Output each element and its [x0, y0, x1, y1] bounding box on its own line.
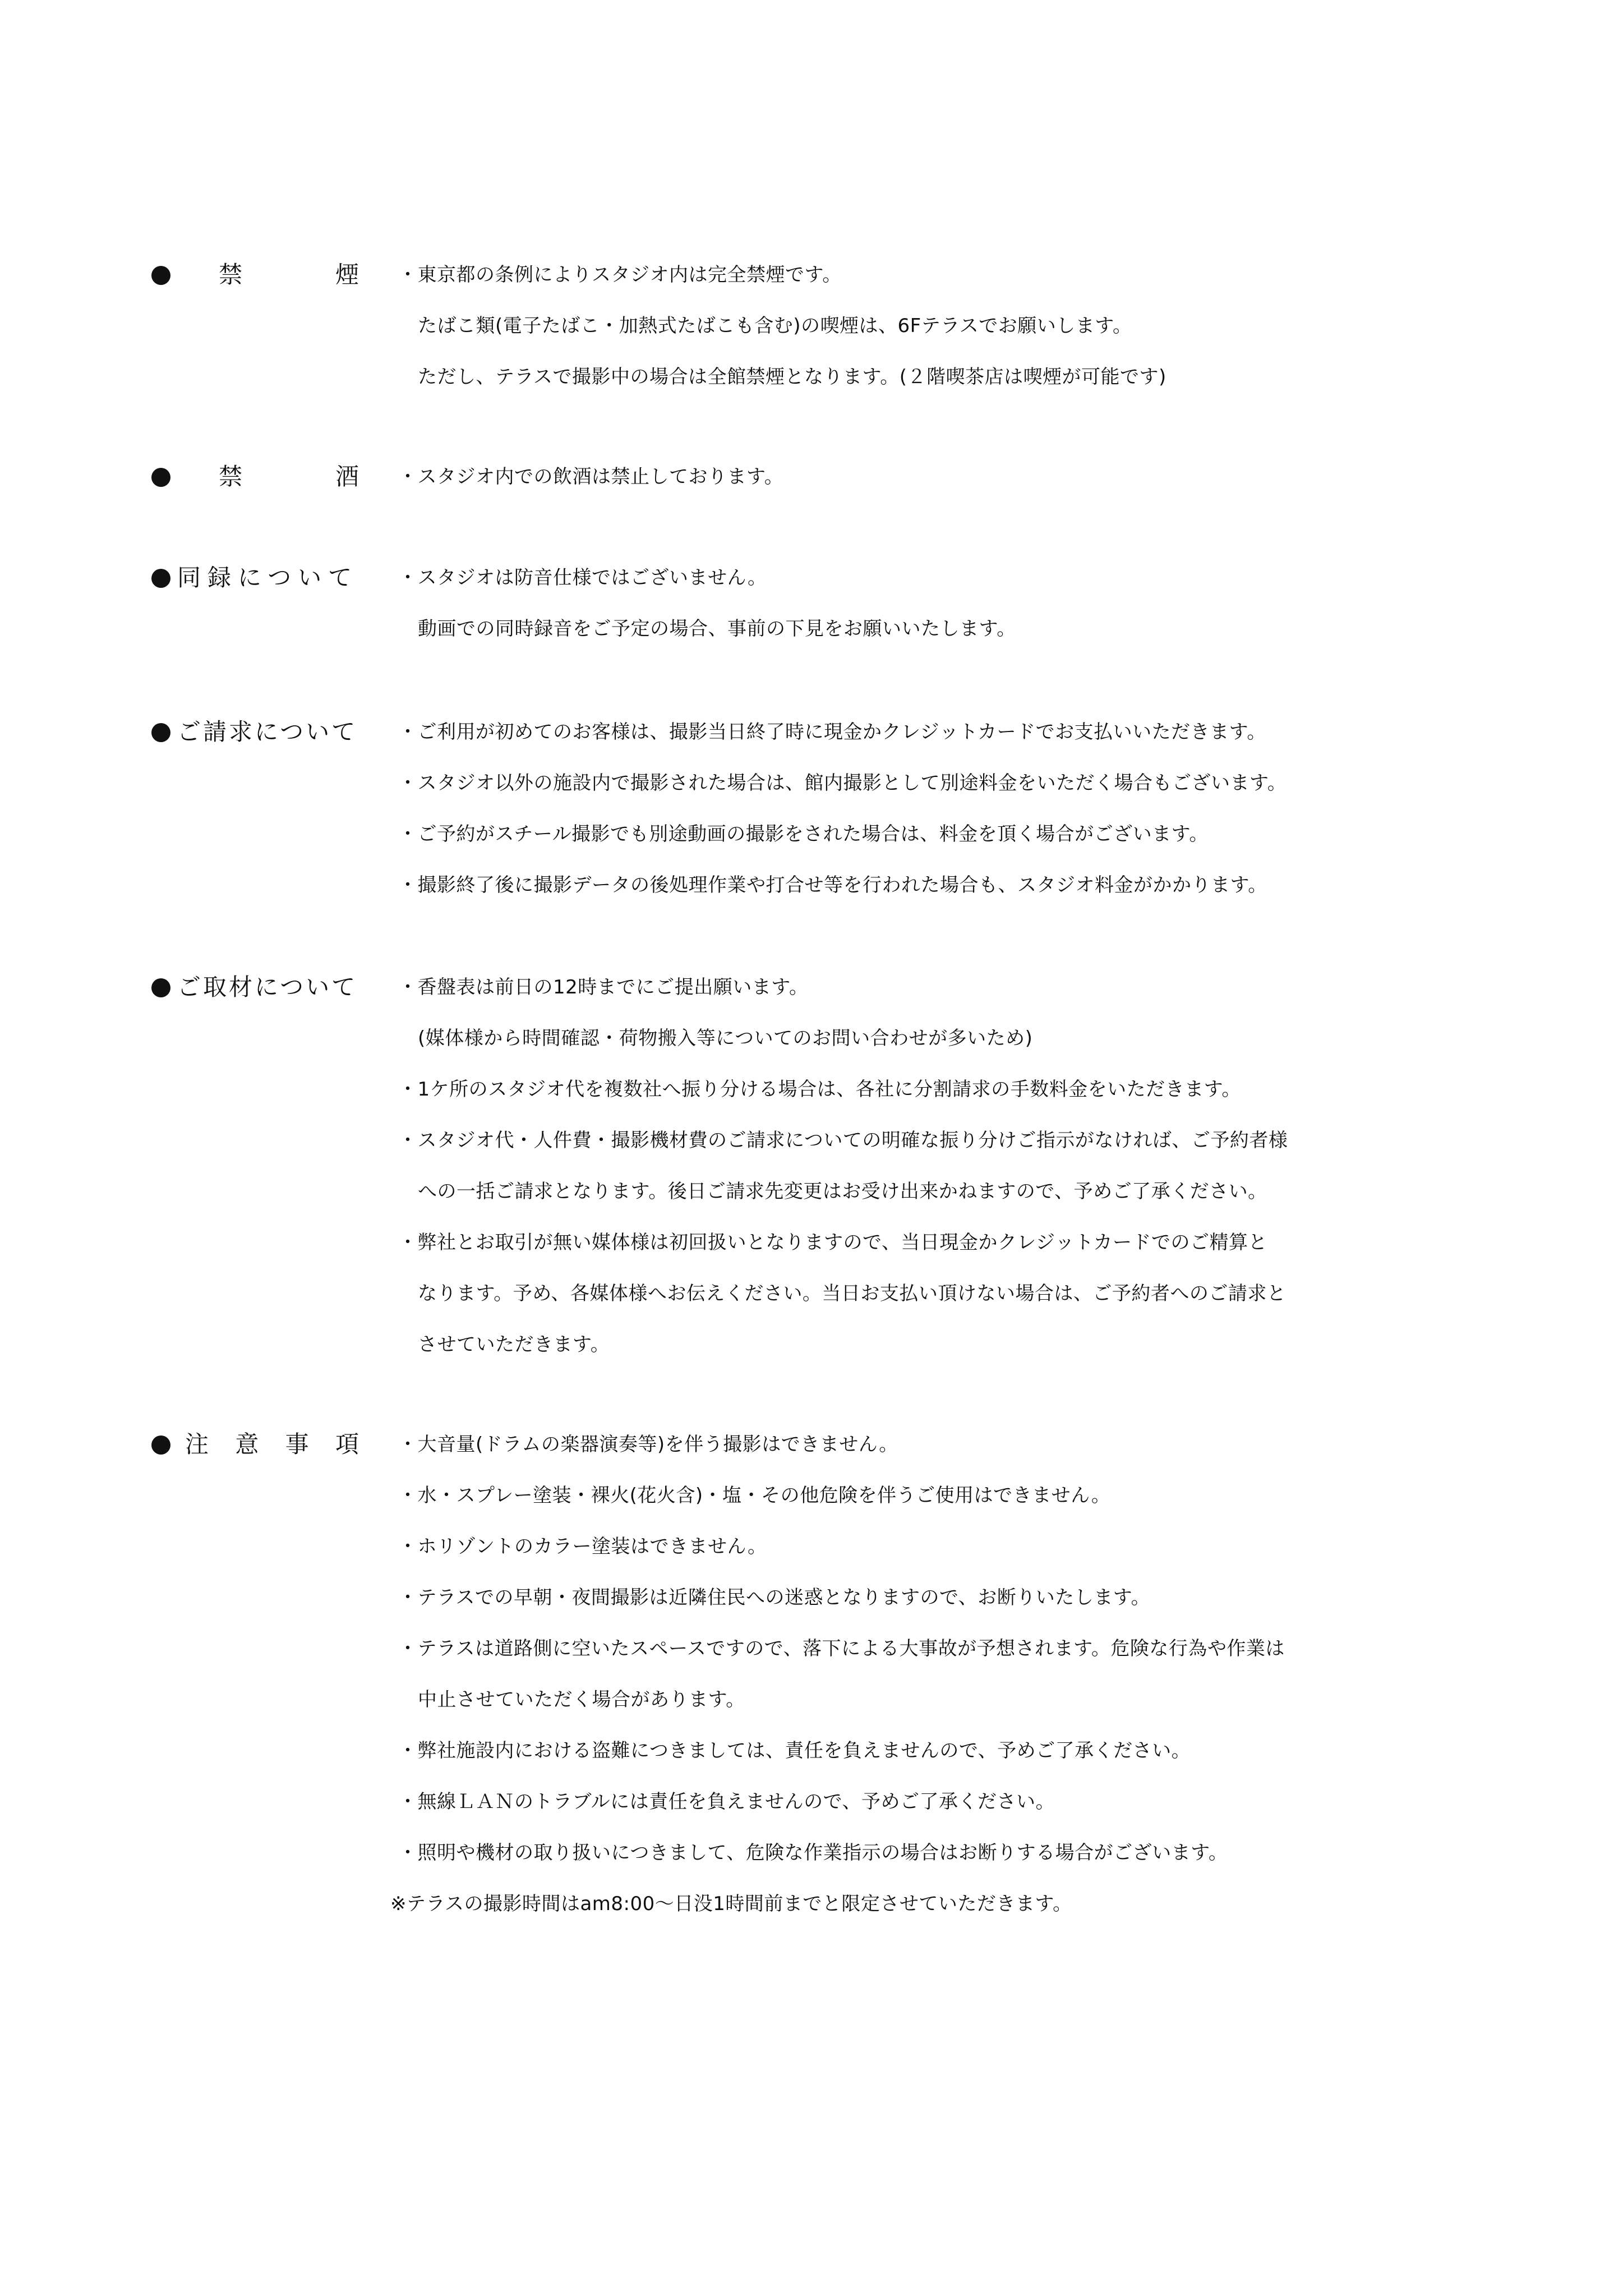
bullet-icon	[151, 266, 170, 285]
bullet-icon	[151, 978, 170, 997]
body-line: ・1ケ所のスタジオ代を複数社へ振り分ける場合は、各社に分割請求の手数料金をいただきます。	[398, 1078, 1241, 1101]
body-line: ・弊社施設内における盗難につきましては、責任を負えませんので、予めご了承ください。	[398, 1740, 1191, 1762]
body-line: ・東京都の条例によりスタジオ内は完全禁煙です。	[398, 264, 842, 286]
section-body	[398, 970, 1453, 1379]
body-line: ・スタジオは防音仕様ではございません。	[398, 567, 767, 589]
heading-label: ご請求について	[177, 718, 358, 746]
body-line: (媒体様から時間確認・荷物搬入等についてのお問い合わせが多いため)	[418, 1027, 1033, 1050]
body-line: ・無線ＬＡＮのトラブルには責任を負えませんので、予めご了承ください。	[398, 1791, 1055, 1813]
section-body	[398, 715, 1453, 919]
heading-char: 意	[235, 1430, 259, 1458]
section-heading	[151, 258, 359, 292]
section-heading	[151, 970, 359, 1004]
heading-char: 事	[285, 1430, 309, 1458]
body-line: ・テラスは道路側に空いたスペースですので、落下による大事故が予想されます。危険な行為や作業は	[398, 1637, 1285, 1660]
heading-label: ご取材について	[177, 973, 358, 1001]
note-line: ※テラスの撮影時間はam8:00～日没1時間前までと限定させていただきます。	[390, 1893, 1072, 1915]
body-line: ・ご利用が初めてのお客様は、撮影当日終了時に現金かクレジットカードでお支払いいただきます。	[398, 721, 1266, 743]
body-line: ・弊社とお取引が無い媒体様は初回扱いとなりますので、当日現金かクレジットカードでのご精算と	[398, 1231, 1267, 1254]
heading-char: 禁	[219, 463, 243, 490]
body-line: ・水・スプレー塗装・裸火(花火含)・塩・その他危険を伴うご使用はできません。	[398, 1484, 1111, 1507]
body-line: への一括ご請求となります。後日ご請求先変更はお受け出来かねますので、予めご了承ください。	[418, 1180, 1267, 1203]
section-heading	[151, 460, 359, 494]
heading-char: 注	[185, 1430, 209, 1458]
body-line: 中止させていただく場合があります。	[418, 1688, 745, 1711]
section-heading	[151, 561, 359, 595]
body-line: ・撮影終了後に撮影データの後処理作業や打合せ等を行われた場合も、スタジオ料金がかかります。	[398, 874, 1267, 896]
body-line: 動画での同時録音をご予定の場合、事前の下見をお願いいたします。	[418, 618, 1016, 640]
bullet-icon	[151, 1435, 170, 1455]
body-line: ・スタジオ代・人件費・撮影機材費のご請求についての明確な振り分けご指示がなければ、ご予約者様	[398, 1129, 1288, 1152]
heading-label: 同録について	[177, 564, 359, 591]
body-line: たばこ類(電子たばこ・加熱式たばこも含む)の喫煙は、6Fテラスでお願いします。	[418, 315, 1132, 337]
body-line: ただし、テラスで撮影中の場合は全館禁煙となります。(２階喫茶店は喫煙が可能です)	[418, 366, 1166, 388]
body-line: させていただきます。	[418, 1333, 610, 1356]
heading-char: 酒	[335, 463, 359, 490]
body-line: ・ご予約がスチール撮影でも別途動画の撮影をされた場合は、料金を頂く場合がございます。	[398, 823, 1209, 845]
section-body	[398, 561, 1453, 663]
section-body	[398, 258, 1453, 411]
heading-char: 煙	[335, 261, 359, 288]
body-line: なります。予め、各媒体様へお伝えください。当日お支払い頂けない場合は、ご予約者へのご請求と	[418, 1282, 1287, 1305]
heading-char: 項	[335, 1430, 359, 1458]
bullet-icon	[151, 468, 170, 487]
section-body	[398, 460, 1453, 511]
bullet-icon	[151, 569, 170, 588]
section-body	[390, 1428, 1453, 1938]
body-line: ・ホリゾントのカラー塗装はできません。	[398, 1535, 767, 1558]
section-heading	[151, 715, 359, 749]
body-line: ・スタジオ以外の施設内で撮影された場合は、館内撮影として別途料金をいただく場合もございます。	[398, 772, 1287, 794]
body-line: ・テラスでの早朝・夜間撮影は近隣住民への迷惑となりますので、お断りいたします。	[398, 1586, 1151, 1609]
section-heading	[151, 1428, 359, 1461]
body-line: ・照明や機材の取り扱いにつきまして、危険な作業指示の場合はお断りする場合がございます。	[398, 1842, 1228, 1864]
heading-char: 禁	[219, 261, 243, 288]
body-line: ・スタジオ内での飲酒は禁止しております。	[398, 466, 784, 488]
bullet-icon	[151, 723, 170, 742]
body-line: ・香盤表は前日の12時までにご提出願います。	[398, 976, 809, 999]
body-line: ・大音量(ドラムの楽器演奏等)を伴う撮影はできません。	[398, 1433, 898, 1456]
